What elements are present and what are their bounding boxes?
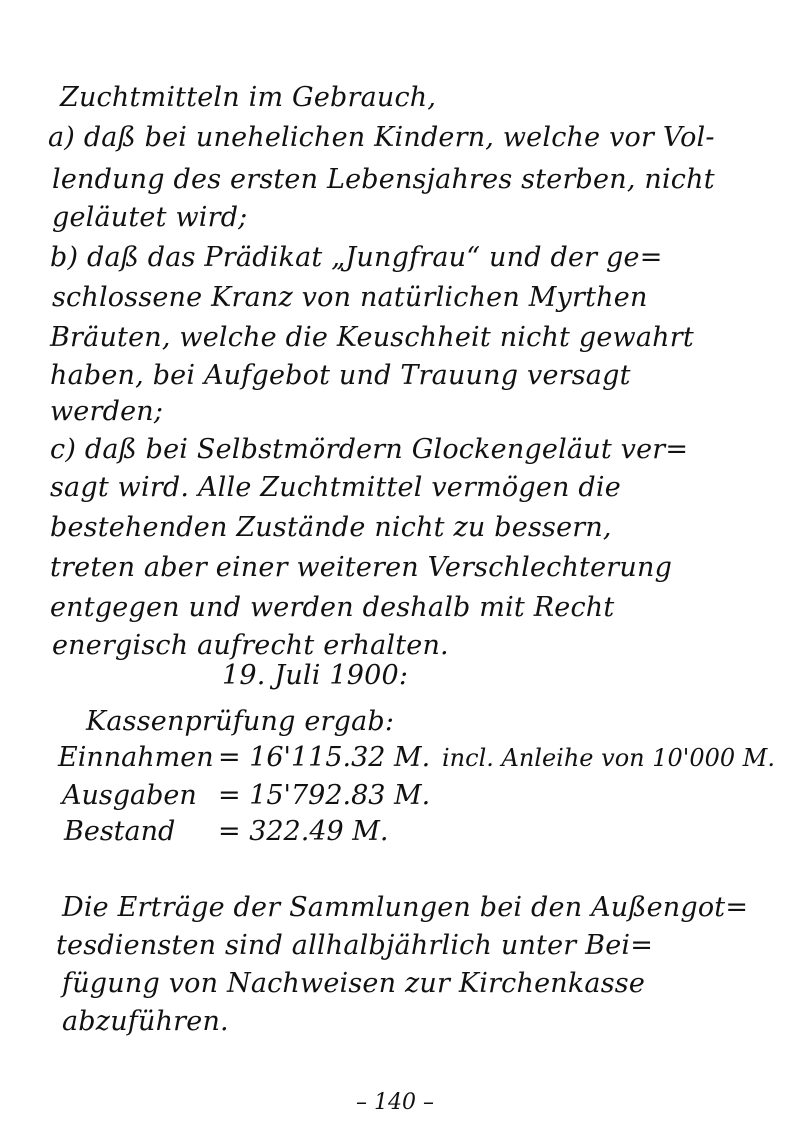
text-line-4: geläutet wird; [52,202,248,233]
text-line-5: b) daß das Prädikat „Jungfrau“ und der ge= [50,242,663,273]
text-line-7: Bräuten, welche die Keuschheit nicht gewahrt [50,322,694,353]
text-line-10: c) daß bei Selbstmördern Glockengeläut ver= [50,434,689,465]
text-line-11: sagt wird. Alle Zuchtmittel vermögen die [50,472,621,503]
text-line-12: bestehenden Zustände nicht zu bessern, [50,512,612,543]
text-line-8: haben, bei Aufgebot und Trauung versagt [50,360,631,391]
audit-heading: Kassenprüfung ergab: [86,706,395,737]
text-line-14: entgegen und werden deshalb mit Recht [50,592,615,623]
closing-line-3: fügung von Nachweisen zur Kirchenkasse [62,968,645,999]
closing-line-4: abzuführen. [62,1006,229,1037]
entry-date: 19. Juli 1900: [222,660,409,691]
text-line-13: treten aber einer weiteren Verschlechterung [50,552,673,583]
audit-note-einnahmen: incl. Anleihe von 10'000 M. [442,744,776,772]
audit-label-bestand: Bestand [64,816,176,847]
text-line-6: schlossene Kranz von natürlichen Myrthen [52,282,648,313]
page-number: – 140 – [356,1090,434,1115]
text-line-15: energisch aufrecht erhalten. [52,630,449,661]
audit-label-einnahmen: Einnahmen [58,742,214,773]
audit-value-bestand: = 322.49 M. [218,816,389,847]
closing-line-2: tesdiensten sind allhalbjährlich unter Bei= [56,930,654,961]
text-line-3: lendung des ersten Lebensjahres sterben, nicht [52,164,715,195]
text-line-2: a) daß bei unehelichen Kindern, welche vor Vol- [48,122,715,153]
closing-line-1: Die Erträge der Sammlungen bei den Außengot= [62,892,749,923]
audit-value-ausgaben: = 15'792.83 M. [218,780,431,811]
audit-label-ausgaben: Ausgaben [62,780,197,811]
text-line-9: werden; [50,396,164,427]
text-line-1: Zuchtmitteln im Gebrauch, [60,82,437,113]
audit-value-einnahmen: = 16'115.32 M. [218,742,431,773]
